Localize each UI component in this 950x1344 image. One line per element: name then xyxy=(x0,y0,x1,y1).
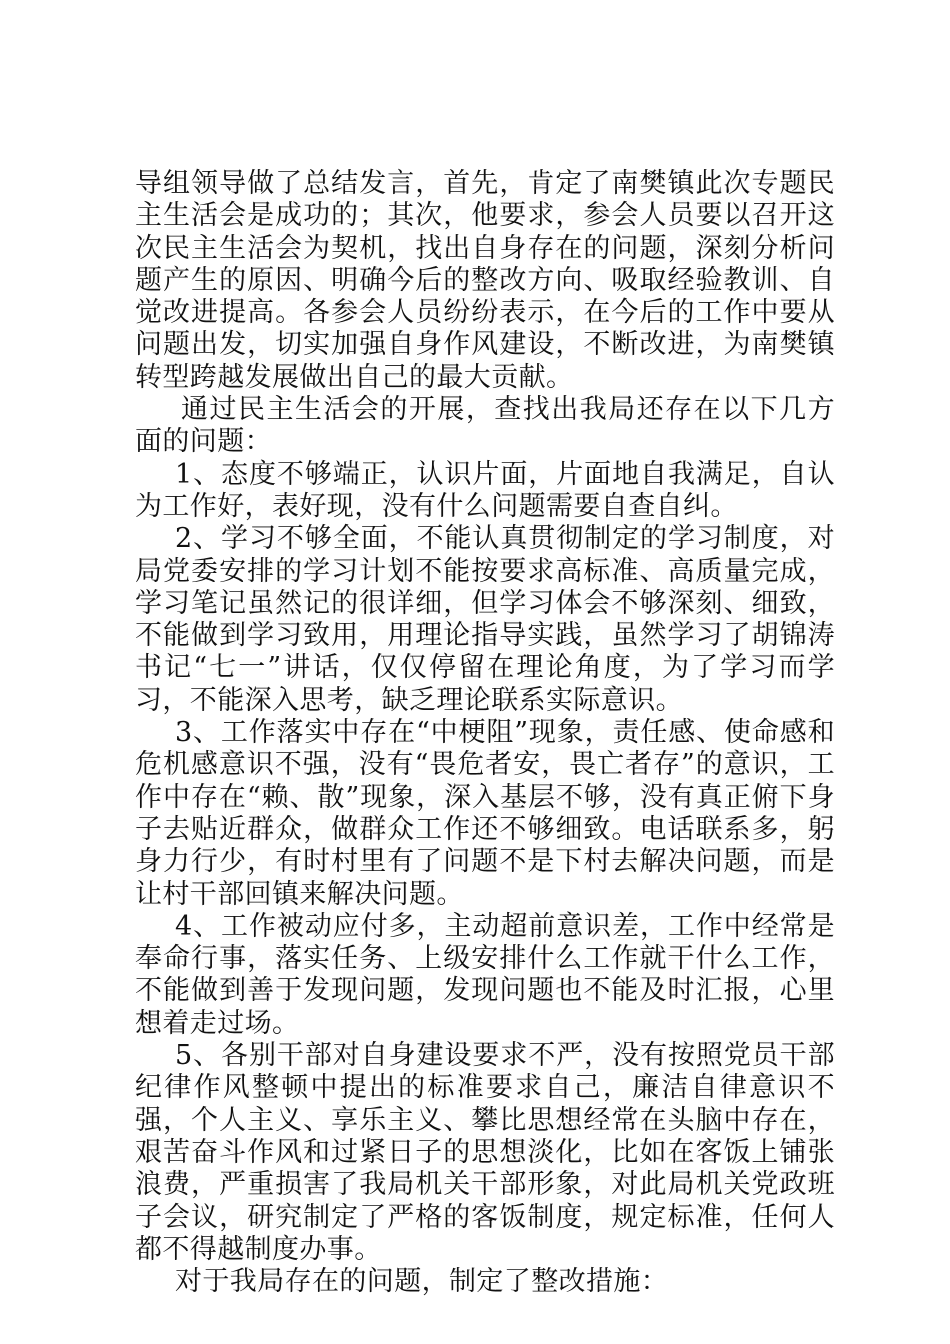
paragraph-problem-1: 1、态度不够端正，认识片面，片面地自我满足，自认为工作好，表好现，没有什么问题需要自查自纠。 xyxy=(135,458,835,522)
paragraph-summary-speech: 导组领导做了总结发言，首先，肯定了南樊镇此次专题民主生活会是成功的；其次，他要求，参会人员要以召开这次民主生活会为契机，找出自身存在的问题，深刻分析问题产生的原因、明确今后的整改方向、吸取经验教训、自觉改进提高。各参会人员纷纷表示，在今后的工作中要从问题出发，切实加强自身作风建设，不断改进，为南樊镇转型跨越发展做出自己的最大贡献。 xyxy=(135,168,835,393)
paragraph-problem-3: 3、工作落实中存在“中梗阻”现象，责任感、使命感和危机感意识不强，没有“畏危者安，畏亡者存”的意识，工作中存在“赖、散”现象，深入基层不够，没有真正俯下身子去贴近群众，做群众工作还不够细致。电话联系多，躬身力行少，有时村里有了问题不是下村去解决问题，而是让村干部回镇来解决问题。 xyxy=(135,717,835,910)
paragraph-problems-intro: 通过民主生活会的开展，查找出我局还存在以下几方面的问题： xyxy=(135,394,835,458)
document-body xyxy=(135,168,835,1298)
paragraph-problem-5: 5、各别干部对自身建设要求不严，没有按照党员干部纪律作风整顿中提出的标准要求自己，廉洁自律意识不强，个人主义、享乐主义、攀比思想经常在头脑中存在，艰苦奋斗作风和过紧日子的思想淡化，比如在客饭上铺张浪费，严重损害了我局机关干部形象，对此局机关党政班子会议，研究制定了严格的客饭制度，规定标准，任何人都不得越制度办事。 xyxy=(135,1040,835,1265)
paragraph-problem-4: 4、工作被动应付多，主动超前意识差，工作中经常是奉命行事，落实任务、上级安排什么工作就干什么工作，不能做到善于发现问题，发现问题也不能及时汇报，心里想着走过场。 xyxy=(135,910,835,1039)
paragraph-problem-2: 2、学习不够全面，不能认真贯彻制定的学习制度，对局党委安排的学习计划不能按要求高标准、高质量完成，学习笔记虽然记的很详细，但学习体会不够深刻、细致，不能做到学习致用，用理论指导实践，虽然学习了胡锦涛书记“七一”讲话，仅仅停留在理论角度，为了学习而学习，不能深入思考，缺乏理论联系实际意识。 xyxy=(135,523,835,716)
paragraph-rectification-intro: 对于我局存在的问题，制定了整改措施： xyxy=(175,1266,669,1298)
